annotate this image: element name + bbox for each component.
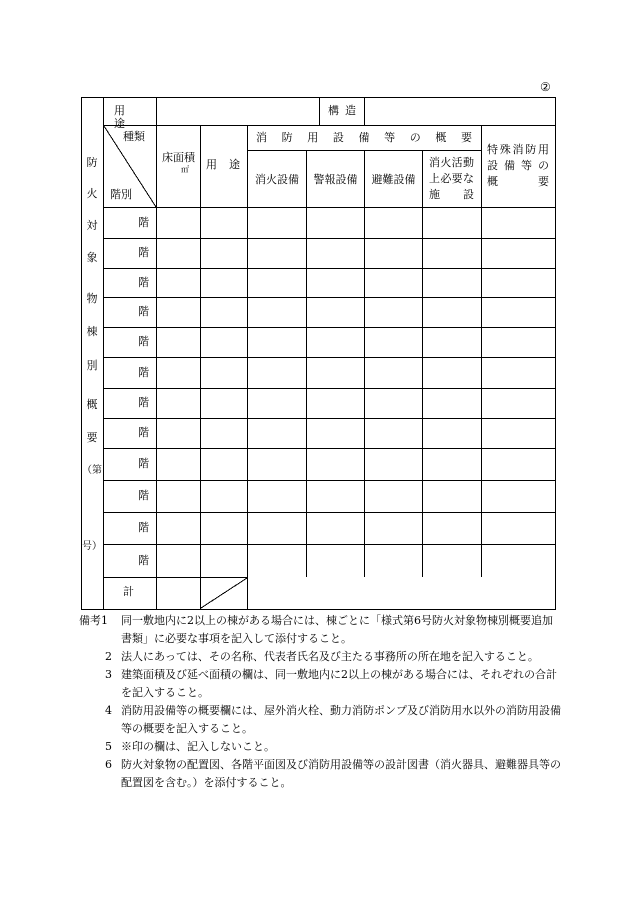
floor-row-label: 階: [138, 489, 149, 502]
vtitle-char: （第: [82, 465, 102, 476]
note-label: 3: [105, 668, 112, 681]
tokushu-line-1: 特殊消防用: [487, 143, 549, 156]
hinan-setsubi-label: 避難設備: [371, 173, 416, 186]
tokushu-line-3: 概 要: [487, 175, 549, 188]
vtitle-char: 概: [86, 398, 98, 411]
floor-row-label: 階: [138, 521, 149, 534]
note-text: 消防用設備等の概要欄には、屋外消火栓、動力消防ポンプ及び消防用水以外の消防用設備等の概要を記入すること。: [121, 704, 561, 735]
vtitle-char: 防: [86, 156, 98, 169]
note-item: [83, 648, 563, 666]
kouzou-label: 構造: [328, 104, 356, 117]
vtitle-char: 物: [86, 292, 98, 305]
shouka-setsubi-label: 消火設備: [255, 173, 299, 186]
note-text: 防火対象物の配置図、各階平面図及び消防用設備等の設計図書（消火器具、避難器具等の配置図を含む。）を添付すること。: [121, 758, 561, 789]
note-label: 5: [105, 740, 112, 753]
katsudou-line-1: 消火活動: [429, 156, 474, 169]
vtitle-char: 要: [86, 431, 98, 444]
shurui-label: 種類: [123, 130, 145, 143]
floor-row-label: 階: [138, 246, 149, 259]
note-item: [83, 702, 563, 738]
floor-row-label: 階: [138, 335, 149, 348]
floor-row-label: 階: [138, 426, 149, 439]
note-label: 4: [105, 704, 112, 717]
katsudou-line-3: 施 設: [429, 188, 474, 201]
floor-row-label: 階: [138, 457, 149, 470]
tokushu-setsubi-label: [487, 142, 549, 190]
vtitle-char: 象: [86, 251, 98, 264]
note-text: 建築面積及び延べ面積の欄は、同一敷地内に2以上の棟がある場合には、それぞれの合計を記入すること。: [121, 668, 557, 699]
floor-row-label: 階: [138, 554, 149, 567]
note-text: ※印の欄は、記入しないこと。: [121, 740, 275, 753]
total-label: 計: [123, 585, 134, 598]
equipment-overview-label: 消 防 用 設 備 等 の 概 要: [256, 131, 472, 144]
floor-area-unit: ㎡: [181, 165, 189, 174]
floor-row-label: 階: [138, 396, 149, 409]
katsudou-line-2: 上必要な: [429, 172, 474, 185]
note-item: [79, 612, 563, 648]
floor-row-label: 階: [138, 276, 149, 289]
note-item: [83, 666, 563, 702]
vtitle-char: 火: [86, 187, 98, 200]
vtitle-char: 別: [86, 359, 98, 372]
note-text: 法人にあっては、その名称、代表者氏名及び主たる事務所の所在地を記入すること。: [121, 650, 539, 663]
kaibetsu-label: 階別: [110, 188, 132, 201]
floor-area-label: 床面積: [162, 151, 195, 164]
note-item: [83, 738, 563, 756]
note-text: 同一敷地内に2以上の棟がある場合には、棟ごとに「様式第6号防火対象物棟別概要追加書類」に必要な事項を記入して添付すること。: [121, 614, 553, 645]
katsudou-setsubi-label: [429, 155, 474, 203]
tokushu-line-2: 設備等の: [487, 159, 549, 172]
vtitle-char: 棟: [86, 325, 98, 338]
notes: [79, 612, 563, 792]
note-item: [83, 756, 563, 792]
note-label: 6: [105, 758, 112, 771]
note-label: 備考1: [79, 614, 108, 627]
vtitle-char: 対: [86, 219, 98, 232]
note-label: 2: [105, 650, 112, 663]
floor-row-label: 階: [138, 305, 149, 318]
keihou-setsubi-label: 警報設備: [313, 173, 358, 186]
youto-label: 用 途: [114, 104, 136, 131]
floor-row-label: 階: [138, 366, 149, 379]
youto-column-label: 用 途: [206, 158, 240, 171]
floor-row-label: 階: [138, 216, 149, 229]
vtitle-char: 号）: [82, 541, 102, 552]
page-number: ②: [540, 80, 551, 94]
